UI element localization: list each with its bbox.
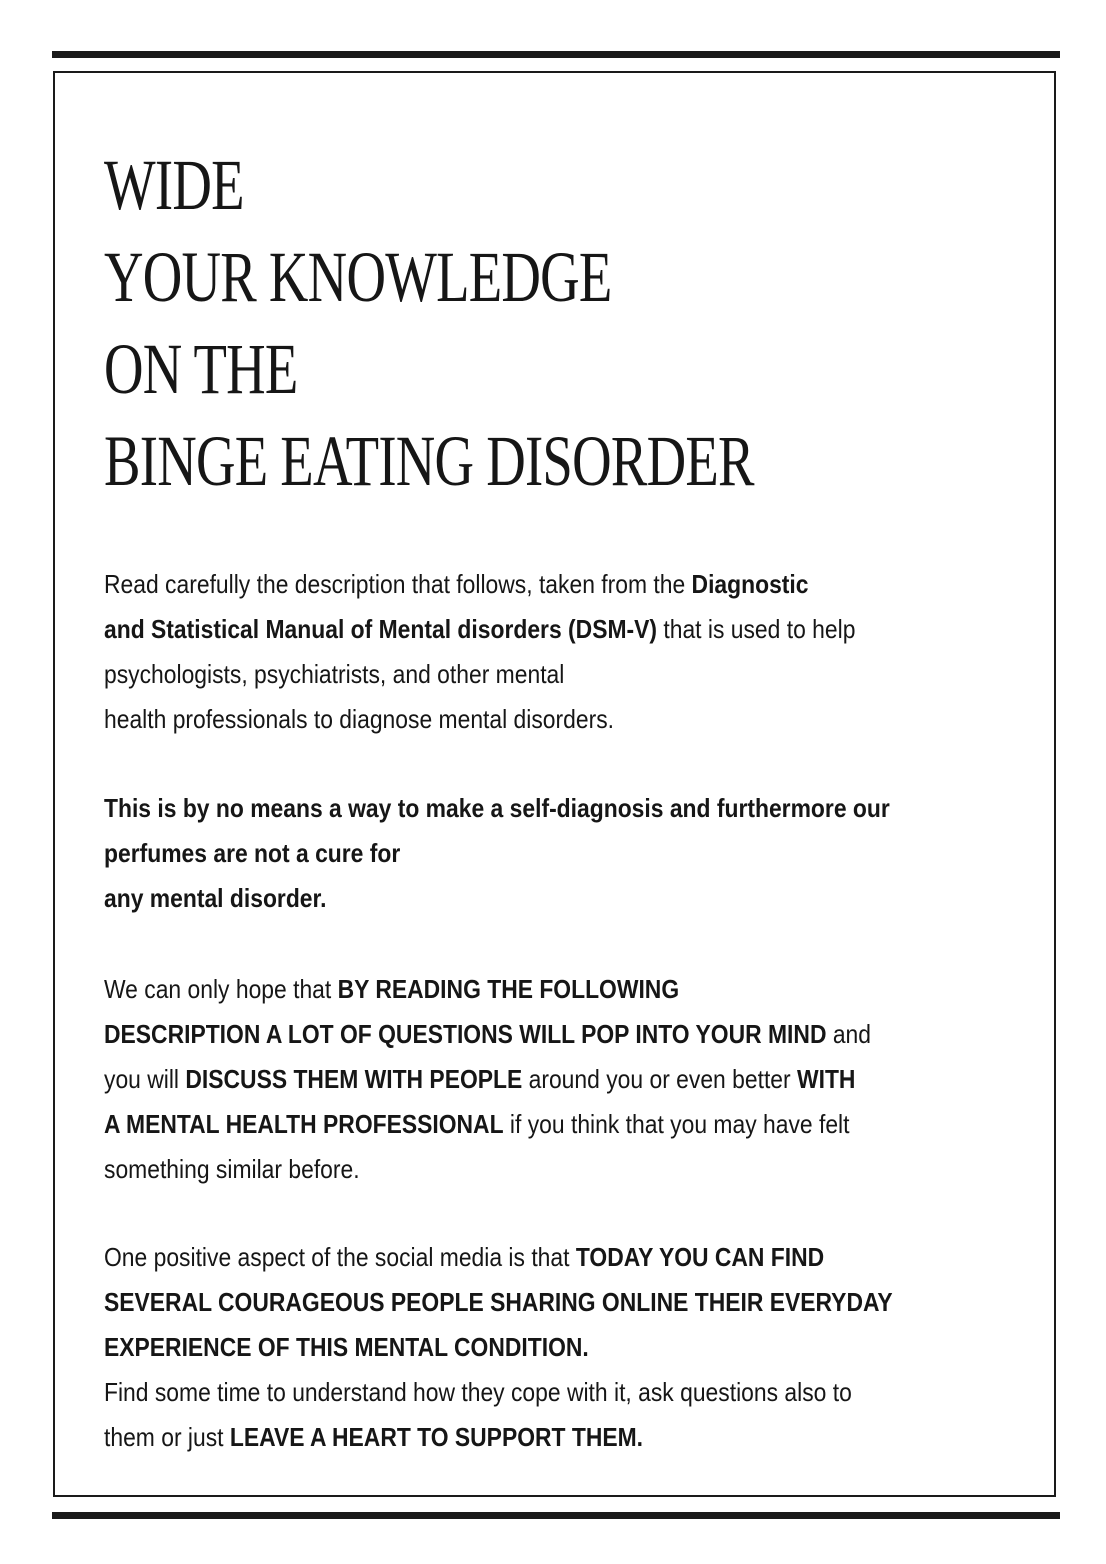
text-line	[104, 1012, 896, 1057]
text-line: health professionals to diagnose mental disorders.	[104, 704, 615, 734]
bold-run: Diagnostic	[691, 569, 809, 599]
bold-run: and Statistical Manual of Mental disorders (DSM-V)	[104, 614, 658, 644]
bold-run: A MENTAL HEALTH PROFESSIONAL	[104, 1109, 504, 1139]
intro-paragraph	[104, 562, 1004, 742]
text-run: you will	[104, 1064, 186, 1094]
bottom-rule	[52, 1512, 1060, 1519]
top-rule	[52, 51, 1060, 58]
text-run: that is used to help	[657, 614, 856, 644]
text-run: if you think that you may have felt	[503, 1109, 850, 1139]
text-line: This is by no means a way to make a self-diagnosis and furthermore our	[104, 793, 890, 823]
text-line: something similar before.	[104, 1154, 360, 1184]
headline-line: WIDE	[104, 145, 244, 225]
headline	[104, 139, 959, 507]
text-line	[104, 1057, 896, 1102]
text-run: We can only hope that	[104, 974, 338, 1004]
text-line	[104, 1415, 896, 1460]
disclaimer-paragraph	[104, 786, 1004, 921]
text-run: Read carefully the description that follows, taken from the	[104, 569, 692, 599]
text-line: SEVERAL COURAGEOUS PEOPLE SHARING ONLINE THEIR EVERYDAY	[104, 1287, 893, 1317]
bold-run: DESCRIPTION A LOT OF QUESTIONS WILL POP INTO YOUR MIND	[104, 1019, 827, 1049]
text-run: around you or even better	[522, 1064, 797, 1094]
bold-run: DISCUSS THEM WITH PEOPLE	[185, 1064, 523, 1094]
text-line: psychologists, psychiatrists, and other mental	[104, 659, 565, 689]
text-line: perfumes are not a cure for	[104, 838, 401, 868]
text-run: One positive aspect of the social media is that	[104, 1242, 576, 1272]
social-media-paragraph	[104, 1235, 1004, 1460]
headline-line: BINGE EATING DISORDER	[104, 421, 754, 501]
headline-line: ON THE	[104, 329, 298, 409]
bold-run: LEAVE A HEART TO SUPPORT THEM.	[229, 1422, 644, 1452]
text-line	[104, 967, 896, 1012]
text-run: and	[826, 1019, 872, 1049]
bold-run: WITH	[797, 1064, 856, 1094]
text-line	[104, 1235, 896, 1280]
bold-run: BY READING THE FOLLOWING	[337, 974, 680, 1004]
text-line	[104, 1102, 896, 1147]
text-line	[104, 607, 896, 652]
text-line: EXPERIENCE OF THIS MENTAL CONDITION.	[104, 1332, 589, 1362]
text-line: any mental disorder.	[104, 883, 327, 913]
hope-paragraph	[104, 967, 1004, 1192]
headline-line: YOUR KNOWLEDGE	[104, 237, 612, 317]
text-line: Find some time to understand how they cope with it, ask questions also to	[104, 1377, 852, 1407]
bold-run: TODAY YOU CAN FIND	[575, 1242, 825, 1272]
text-line	[104, 562, 896, 607]
text-run: them or just	[104, 1422, 230, 1452]
